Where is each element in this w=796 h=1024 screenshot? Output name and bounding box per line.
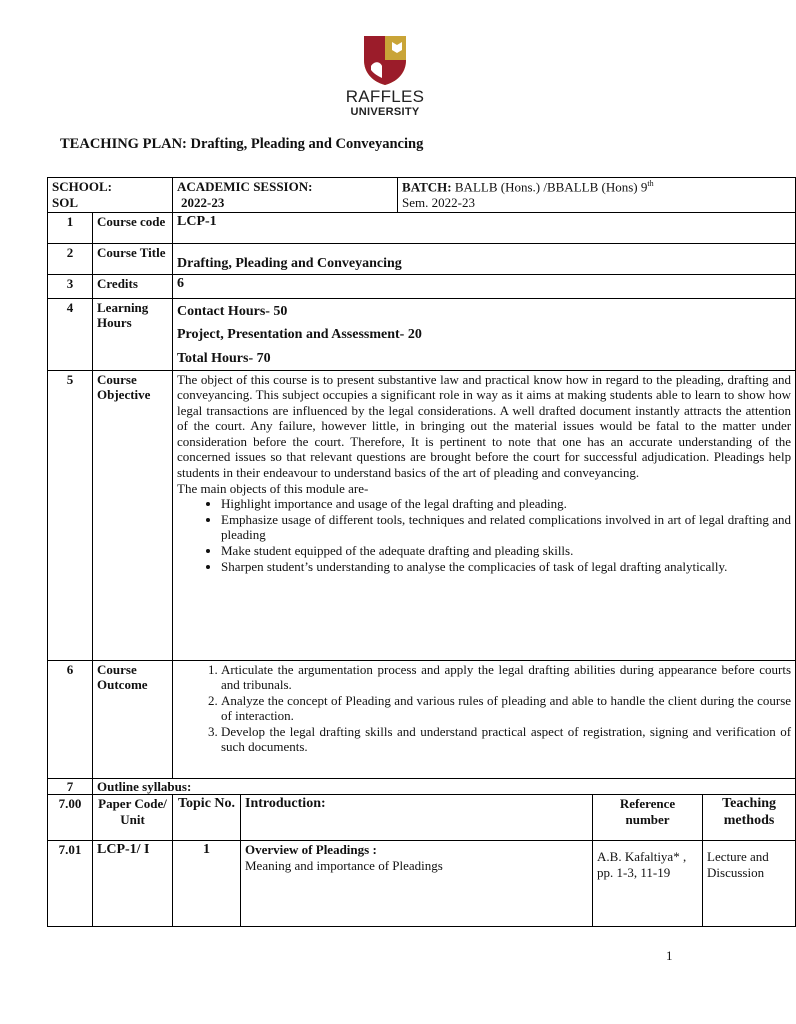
- course-objective-cell: [173, 370, 796, 660]
- reference-cell: A.B. Kafaltiya* , pp. 1-3, 11-19: [593, 841, 703, 927]
- teaching-plan-table: [47, 177, 796, 927]
- hours-line: Project, Presentation and Assessment- 20: [177, 327, 422, 343]
- hours-line: Contact Hours- 50: [177, 303, 288, 319]
- table-row: [48, 841, 796, 927]
- course-outcome-cell: [173, 660, 796, 778]
- session-label: ACADEMIC SESSION:: [177, 179, 313, 194]
- objective-intro: The main objects of this module are-: [177, 480, 369, 496]
- brand-subtitle: UNIVERSITY: [350, 106, 420, 118]
- row-label: Course Title: [93, 243, 173, 274]
- session-value: 2022-23: [181, 194, 225, 210]
- methods-cell: Lecture and Discussion: [703, 841, 796, 927]
- row-label: Course Objective: [93, 370, 173, 660]
- row-number: 4: [48, 298, 93, 370]
- batch-sup: th: [647, 179, 654, 188]
- session-cell: [173, 178, 398, 213]
- list-item: • Sharpen student’s understanding to analyse the complicacies of task of legal drafting analytically.: [221, 559, 791, 575]
- course-code-value: LCP-1: [173, 212, 796, 243]
- hours-line: Total Hours- 70: [177, 351, 271, 367]
- content-title: Overview of Pleadings :: [245, 842, 377, 858]
- row-number: 2: [48, 243, 93, 274]
- row-number: 5: [48, 370, 93, 660]
- content-cell: [241, 841, 593, 927]
- batch-value: BALLB (Hons.) /BBALLB (Hons) 9: [454, 179, 648, 195]
- objective-list: [177, 496, 791, 574]
- learning-hours-cell: [173, 298, 796, 370]
- batch-label: BATCH:: [402, 179, 452, 195]
- list-item: 1. Articulate the argumentation process and apply the legal drafting abilities during appearance before courts and tribunals.: [221, 662, 791, 693]
- syllabus-number: 7.00: [48, 795, 93, 841]
- syllabus-number: 7.01: [48, 841, 93, 927]
- batch-line2: Sem. 2022-23: [402, 194, 475, 210]
- column-header-reference: Reference number: [593, 795, 703, 841]
- page-number: 1: [666, 948, 673, 963]
- objective-paragraph: The object of this course is to present substantive law and practical know how in regard to the pleading, drafting and conveyancing. This subject occupies a significant role in way as it aims at making students able to learn to show how legal transactions are influenced by the legal considerations. A well drafted document instantly attracts the attention of the court. Any failure, however little, in bringing out the material issues would be fatal to the matter under consideration before the court. Therefore, It is pertinent to note that one has an accurate understanding of the concerned issues so that relevant questions are brought before the court for successful adjudication. Pleadings help students in their endeavour to understand basics of the art of pleading and conveyancing.: [177, 371, 792, 481]
- raffles-university-crest-icon: [362, 34, 408, 86]
- list-item: 3. Develop the legal drafting skills and understand practical aspect of registration, signing and verification of such documents.: [221, 724, 791, 755]
- row-number: 3: [48, 274, 93, 298]
- row-label: Learning Hours: [93, 298, 173, 370]
- outcome-list: [177, 662, 791, 756]
- list-item: • Make student equipped of the adequate drafting and pleading skills.: [221, 543, 791, 559]
- column-header-topic: Topic No.: [173, 795, 241, 841]
- row-number: 7: [48, 778, 93, 795]
- outline-syllabus-label: Outline syllabus:: [93, 778, 796, 795]
- credits-value: 6: [173, 274, 796, 298]
- row-number: 6: [48, 660, 93, 778]
- row-label: Course Outcome: [93, 660, 173, 778]
- school-value: SOL: [52, 194, 79, 210]
- row-label: Credits: [93, 274, 173, 298]
- school-label: SCHOOL:: [52, 179, 112, 194]
- column-header-content: Introduction:: [241, 795, 593, 841]
- brand-name: RAFFLES: [345, 87, 425, 106]
- row-label: Course code: [93, 212, 173, 243]
- content-text: Meaning and importance of Pleadings: [245, 857, 443, 873]
- list-item: • Emphasize usage of different tools, techniques and related complications involved in art of legal drafting and pleading: [221, 512, 791, 543]
- list-item: • Highlight importance and usage of the legal drafting and pleading.: [221, 496, 791, 512]
- unit-cell: LCP-1/ I: [93, 841, 173, 927]
- row-number: 1: [48, 212, 93, 243]
- column-header-paper: Paper Code/ Unit: [93, 795, 173, 841]
- school-cell: [48, 178, 173, 213]
- document-title: TEACHING PLAN: Drafting, Pleading and Conveyancing: [60, 136, 424, 152]
- column-header-methods: Teaching methods: [703, 795, 796, 841]
- course-title-value: Drafting, Pleading and Conveyancing: [173, 243, 796, 274]
- batch-cell: [398, 178, 796, 213]
- list-item: 2. Analyze the concept of Pleading and various rules of pleading and able to handle the client during the course of interaction.: [221, 693, 791, 724]
- topic-cell: 1: [173, 841, 241, 927]
